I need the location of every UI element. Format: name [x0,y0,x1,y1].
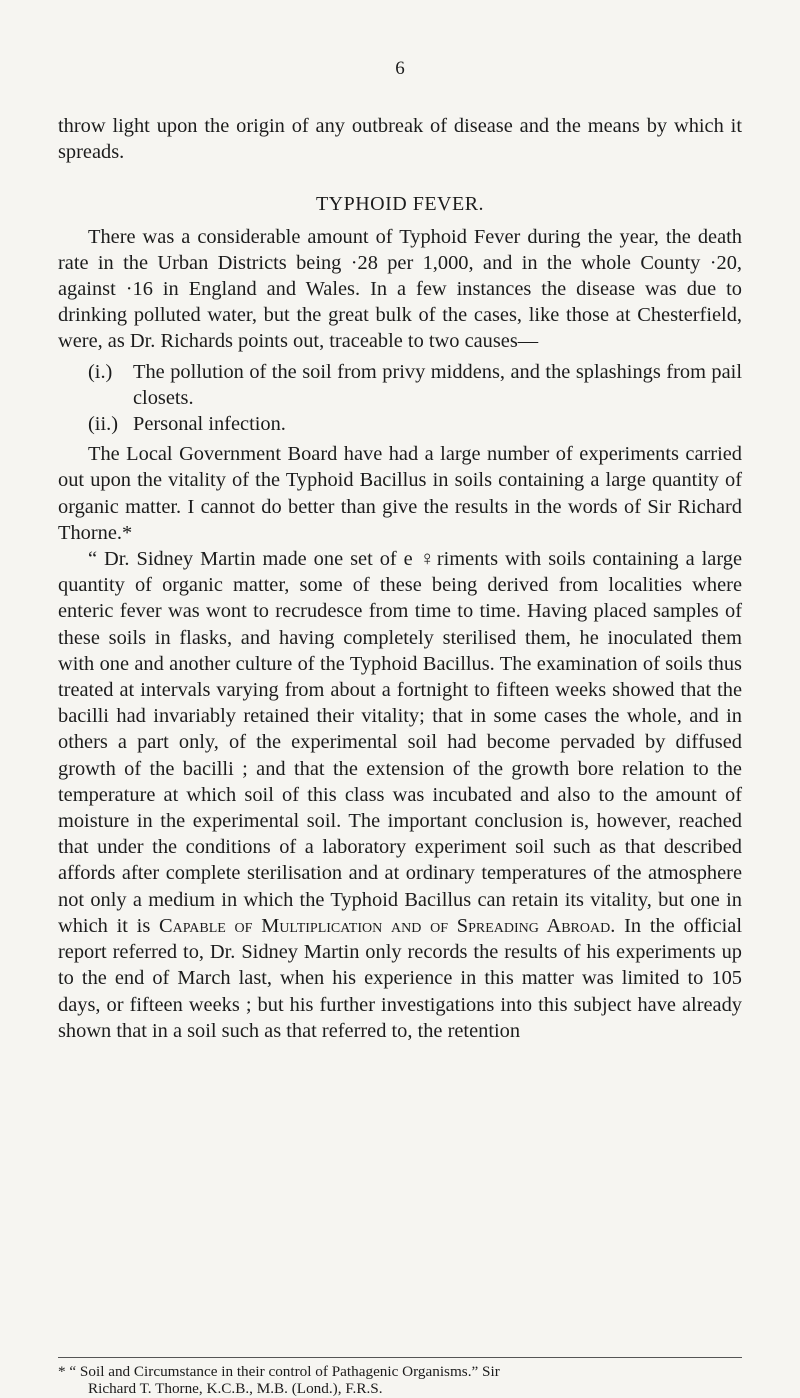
cause-marker: (i.) [88,360,113,383]
opening-paragraph: throw light upon the origin of any outbreak of disease and the means by which it spreads. [58,115,742,164]
footnote-line: * “ Soil and Circumstance in their control of Pathagenic Organisms.” Sir [58,1363,500,1380]
cause-item [58,359,742,411]
quotation-paragraph [58,546,742,1044]
footnote [58,1363,742,1397]
page-number: 6 [395,58,405,79]
section-heading: TYPHOID FEVER. [315,193,485,216]
cause-marker: (ii.) [88,413,119,436]
footnote-divider [58,1357,742,1358]
quote-text-part2: In the official report referred to, Dr. Sidney Martin only records the results of his experiments up to the end of March last, when his experience in this matter was limited to 105 days, or fifteen weeks ; but his further investigations into this subject have already shown that in a soil such as that referred to, the retention [58,914,742,1042]
cause-text: Personal infection. [133,413,286,436]
cause-item [58,411,742,437]
paragraph-lgb-experiments: The Local Government Board have had a large number of experiments carried out upon the vitality of the Typhoid Bacillus in soils containing a large quantity of organic matter. I cannot do better than give the results in the words of Sir Richard Thorne.* [58,443,742,544]
paragraph-typhoid-amount: There was a considerable amount of Typhoid Fever during the year, the death rate in the Urban Districts being ·28 per 1,000, and in the whole County ·20, against ·16 in England and Wales. In a few instances the disease was due to drinking polluted water, but the great bulk of the cases, like those at Chesterfield, were, as Dr. Richards points out, traceable to two causes— [58,225,742,353]
cause-text: The pollution of the soil from privy middens, and the splashings from pail closets. [133,360,742,409]
quote-text-part1: “ Dr. Sidney Martin made one set of e ♀riments with soils containing a large quantity of organic matter, some of these being derived from localities where enteric fever was wont to recrudesce from time to time. Having placed samples of these soils in flasks, and having completely sterilised them, he inoculated them with one and another culture of the Typhoid Bacillus. The examination of soils thus treated at intervals varying from about a fortnight to fifteen weeks showed that the bacilli had invariably retained their vitality; that in some cases the whole, and in others a part only, of the experimental soil had become pervaded by diffused growth of the bacilli ; and that the extension of the growth bore relation to the temperature at which soil of this class was incubated and also to the amount of moisture in the experimental soil. The important conclusion is, however, reached that under the conditions of a laboratory experiment soil such as that described affords after complete sterilisation and at ordinary temperatures of the atmosphere not only a medium in which the Typhoid Bacillus can retain its vitality, but one in which it is [58,548,742,937]
document-page [58,0,742,1398]
footnote-line: Richard T. Thorne, K.C.B., M.B. (Lond.), F.R.S. [88,1380,383,1397]
body-text [58,113,742,1044]
quote-emphasis: Capable of Multiplication and of Spreading Abroad. [159,914,616,937]
